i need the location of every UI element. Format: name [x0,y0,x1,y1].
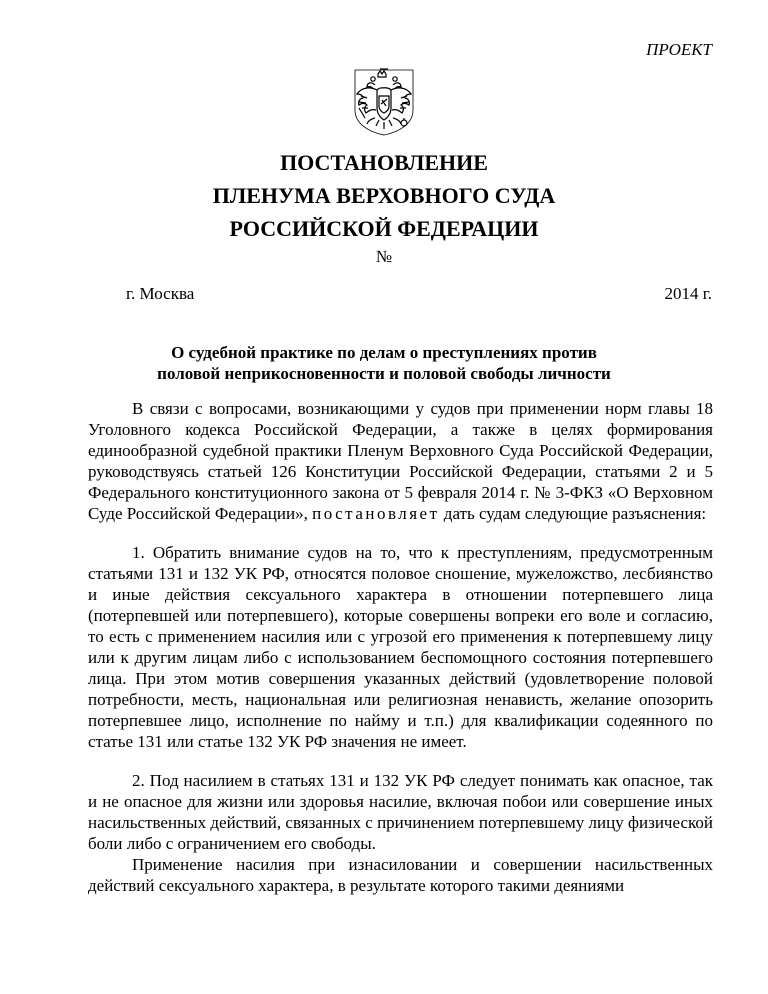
subject-line-1: О судебной практике по делам о преступлениях против [171,343,597,362]
city: г. Москва [126,284,195,303]
paragraph-3: Применение насилия при изнасиловании и совершении насильственных действий сексуального характера, в результате которого такими деяниями [88,855,713,895]
document-title [0,146,768,245]
title-line-3: РОССИЙСКОЙ ФЕДЕРАЦИИ [229,216,539,241]
document-body [88,398,713,896]
title-line-2: ПЛЕНУМА ВЕРХОВНОГО СУДА [212,183,556,208]
preamble-tail: дать судам следующие разъяснения: [439,504,707,523]
draft-label: ПРОЕКТ [646,40,712,59]
title-line-1: ПОСТАНОВЛЕНИЕ [280,150,488,175]
document-subject [0,342,768,384]
date: 2014 г. [664,284,712,303]
subject-line-2: половой неприкосновенности и половой свободы личности [157,364,611,383]
russian-coat-of-arms-icon [353,68,415,136]
paragraph-2: 2. Под насилием в статьях 131 и 132 УК РФ следует понимать как опасное, так и не опасное для жизни или здоровья насилие, включая побои или совершение иных насильственных действий, связанных с причинением потерпевшему лицу физической боли либо с ограничением его свободы. [88,771,713,853]
preamble-text: В связи с вопросами, возникающими у судов при применении норм главы 18 Уголовного кодекса Российской Федерации, а также в целях формирования единообразной судебной практики Пленум Верховного Суда Российской Федерации, руководствуясь статьей 126 Конституции Российской Федерации, статьями 2 и 5 Федерального конституционного закона от 5 февраля 2014 г. № 3-ФКЗ «О Верховном Суде Российской Федерации», [88,399,713,523]
paragraph-1: 1. Обратить внимание судов на то, что к преступлениям, предусмотренным статьями 131 и 132 УК РФ, относятся половое сношение, мужеложство, лесбиянство и иные действия сексуального характера в отношении потерпевшего лица (потерпевшей или потерпевшего), которые совершены вопреки его воле и согласию, то есть с применением насилия или с угрозой его применения к потерпевшему лицу или к другим лицам либо с использованием беспомощного состояния потерпевшего лица. При этом мотив совершения указанных действий (удовлетворение половой потребности, месть, национальная или религиозная ненависть, желание опозорить потерпевшее лицо, исполнение по найму и т.п.) для квалификации содеянного по статье 131 или статье 132 УК РФ значения не имеет. [88,543,713,751]
document-number: № [375,247,393,266]
resolves-word: постановляет [312,504,440,523]
paragraph-preamble [88,398,713,524]
